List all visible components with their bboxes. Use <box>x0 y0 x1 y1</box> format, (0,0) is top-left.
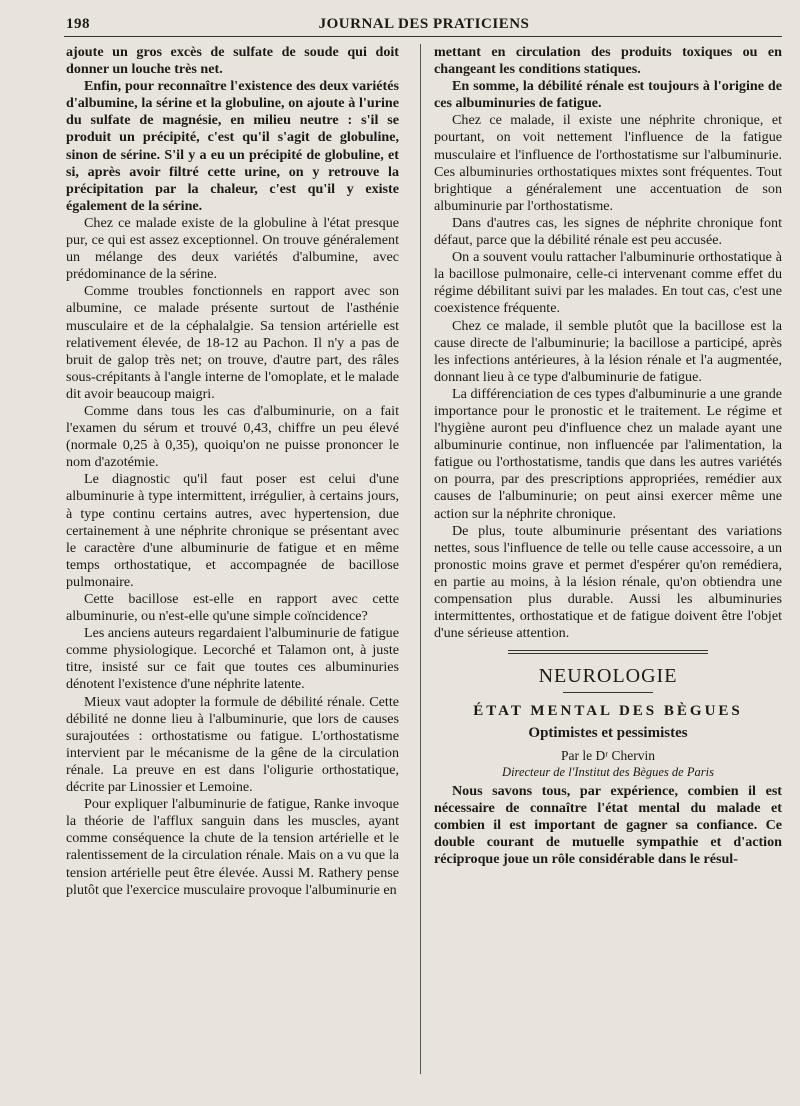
paragraph: Les anciens auteurs regardaient l'albuminurie de fatigue comme physiologique. Lecorché et Talamon ont, à juste titre, insisté sur ce fait que toutes ces albuminuries dénotent l'existence d'une néphrite latente. <box>66 625 399 693</box>
paragraph: Comme dans tous les cas d'albuminurie, on a fait l'examen du sérum et trouvé 0,43, chiffre un peu élevé (normale 0,25 à 0,35), quoiqu'on ne puisse prononcer le nom d'azotémie. <box>66 402 399 471</box>
paragraph: Pour expliquer l'albuminurie de fatigue, Ranke invoque la théorie de l'afflux sanguin dans les muscles, ayant comme conséquence la chute de la tension artérielle et le ralentissement de la circulation rénale. Mais on a vu que la tension artérielle peut être élevée. Aussi M. Rathery pense plutôt que l'exercice musculaire provoque l'albuminurie en <box>66 796 399 898</box>
paragraph: Mieux vaut adopter la formule de débilité rénale. Cette débilité ne donne lieu à l'albuminurie, que lors de causes surajoutées : orthostatisme ou fatigue. L'orthostatisme intervient par le mécanisme de la gêne de la circulation rénale. La preuve en est dans l'oligurie orthostatique, décrite par Linossier et Lemoine. <box>66 693 399 796</box>
paragraph: Chez ce malade, il semble plutôt que la bacillose est la cause directe de l'albuminurie; la bacillose a participé, après les infections antérieures, à la lésion rénale et l'a augmentée, donnant lieu à ce type d'albuminurie de fatigue. <box>434 317 782 385</box>
paragraph: La différenciation de ces types d'albuminurie a une grande importance pour le pronostic et le traitement. Le régime et l'hygiène auront peu d'influence chez un malade ayant une albuminurie continue, non influencée par l'alimentation, la fatigue ou l'orthostatisme, tandis que dans les autres variétés on pourra, par des prescriptions appropriées, remédier aux causes de l'albuminurie; on peut ainsi exercer même une action sur la néphrite chronique. <box>434 385 782 522</box>
right-column <box>434 44 782 868</box>
article-body: Nous savons tous, par expérience, combien il est nécessaire de connaître l'état mental du malade et combien il est important de gagner sa confiance. Ce double courant de mutuelle sympathie et d'action réciproque joue un rôle considérable dans le résul- <box>434 782 782 868</box>
page-number: 198 <box>66 16 90 32</box>
paragraph: En somme, la débilité rénale est toujours à l'origine de ces albuminuries de fatigue. <box>434 78 782 112</box>
article-byline: Par le Dʳ Chervin <box>560 747 656 763</box>
paragraph: mettant en circulation des produits toxiques ou en changeant les conditions statiques. <box>434 44 782 78</box>
paragraph: ajoute un gros excès de sulfate de soude qui doit donner un louche très net. <box>66 44 399 78</box>
paragraph: On a souvent voulu rattacher l'albuminurie orthostatique à la bacillose pulmonaire, celle-ci intervenant comme effet du régime débilitant suivi par les malades. En tout cas, c'est une coexistence fréquente. <box>434 249 782 317</box>
header-rule <box>64 36 782 37</box>
paragraph: De plus, toute albuminurie présentant des variations nettes, sous l'influence de telle ou telle cause accessoire, a un pronostic moins grave et permet d'espérer qu'on remédiera, en partie au moins, à la lésion rénale, qu'on obtiendra une compensation plus durable. Aussi les albuminuries intermittentes, orthostatique et de fatigue doivent être l'objet d'une sérieuse attention. <box>434 522 782 642</box>
journal-title: JOURNAL DES PRATICIENS <box>318 16 530 32</box>
paragraph: Chez ce malade existe de la globuline à l'état presque pur, ce qui est assez exceptionnel. On trouve généralement un mélange des deux variétés d'albumine, avec prédominance de la sérine. <box>66 214 399 283</box>
paragraph: Dans d'autres cas, les signes de néphrite chronique font défaut, parce que la débilité rénale est peu accusée. <box>434 214 782 249</box>
section-heading: NEUROLOGIE <box>538 665 678 688</box>
left-column <box>66 44 399 899</box>
column-divider <box>420 44 421 1074</box>
running-header <box>66 14 782 36</box>
paragraph: Enfin, pour reconnaître l'existence des deux variétés d'albumine, la sérine et la globuline, on ajoute à l'urine du sulfate de magnésie, en milieu neutre : s'il se produit un précipité, c'est qu'il s'agit de globuline, sinon de sérine. S'il y a eu un précipité de globuline, et si, après avoir filtré cette urine, on y retrouve la précipitation par la chaleur, c'est qu'il y existe également de la sérine. <box>66 78 399 214</box>
author-affiliation: Directeur de l'Institut des Bègues de Paris <box>502 764 714 779</box>
section-double-rule <box>508 650 708 654</box>
paragraph: Le diagnostic qu'il faut poser est celui d'une albuminurie à type intermittent, irrégulier, à certains jours, à type continu certains autres, avec hypertension, due certainement à une néphrite chronique se présentant avec le caractère d'une albuminurie de fatigue et en même temps orthostatique, et accompagnée de bacillose pulmonaire. <box>66 471 399 590</box>
section-short-rule <box>563 692 653 693</box>
article-title: ÉTAT MENTAL DES BÈGUES <box>473 703 743 720</box>
paragraph: Comme troubles fonctionnels en rapport avec son albumine, ce malade présente surtout de l'asthénie musculaire et de la céphalalgie. Sa tension artérielle est relativement élevée, de 18-12 au Pachon. Il n'y a pas de bruit de galop très net; on trouve, d'autre part, des râles sous-crépitants à l'angle interne de l'omoplate, et le malade dit avoir beaucoup maigri. <box>66 283 399 402</box>
paragraph: Chez ce malade, il existe une néphrite chronique, et pourtant, on voit nettement l'influence de la fatigue musculaire et l'influence de l'orthostatisme sur l'albuminurie. Ces albuminuries orthostatiques mixtes sont fréquentes. Tout brightique a généralement une accentuation de son albuminurie par l'orthostatisme. <box>434 112 782 214</box>
article-subtitle: Optimistes et pessimistes <box>528 725 688 742</box>
paragraph: Cette bacillose est-elle en rapport avec cette albuminurie, ou n'est-elle qu'une simple coïncidence? <box>66 591 399 625</box>
